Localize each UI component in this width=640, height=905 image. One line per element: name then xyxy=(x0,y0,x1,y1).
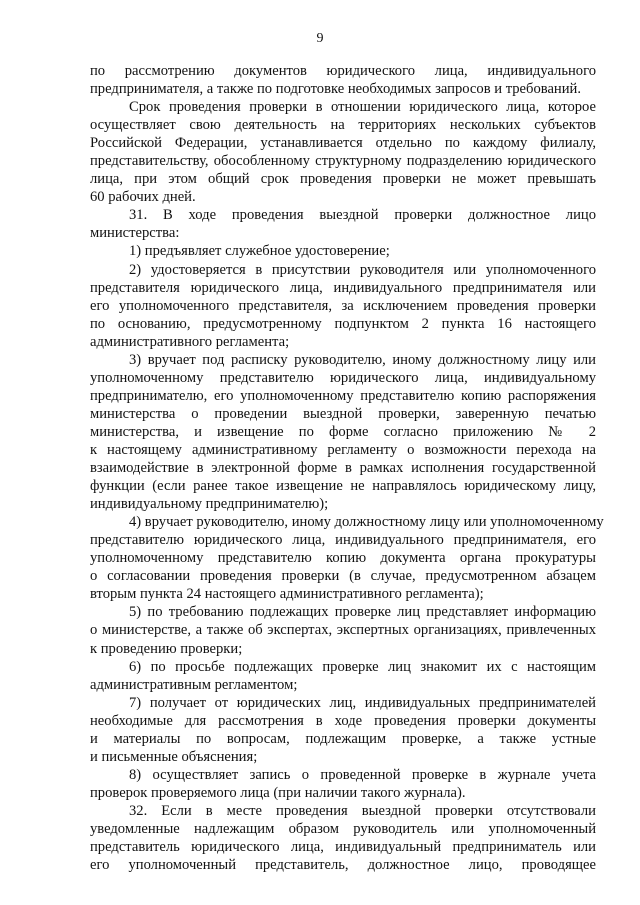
text-line: представителю юридического лица, индивидуального предпринимателя, его xyxy=(90,532,596,549)
page-number: 9 xyxy=(316,31,324,46)
text-line: Российской Федерации, устанавливается отдельно по каждому филиалу, xyxy=(90,135,596,152)
text-line: административного регламента; xyxy=(90,333,290,350)
text-line: лица, при этом общий срок проведения проверки не может превышать xyxy=(90,171,596,188)
text-line: уполномоченному представителю юридического лица, индивидуальному xyxy=(90,369,596,386)
text-line: предпринимателю, его уполномоченному представителю копию распоряжения xyxy=(90,387,596,404)
text-line: министерства, и извещение по форме согласно приложению № 2 xyxy=(90,423,596,440)
text-line: 32. Если в месте проведения выездной проверки отсутствовали xyxy=(129,802,596,819)
text-line: функции (если ранее такое извещение не направлялось юридическому лицу, xyxy=(90,478,596,495)
text-line: по основанию, предусмотренному подпунктом 2 пункта 16 настоящего xyxy=(90,315,596,332)
text-line: к настоящему административному регламенту о возможности перехода на xyxy=(90,441,596,458)
text-line: уведомленные надлежащим образом руководитель или уполномоченный xyxy=(90,820,596,837)
text-line: предпринимателя, а также по подготовке необходимых запросов и требований. xyxy=(90,81,582,98)
text-line: представитель юридического лица, индивидуальный предприниматель или xyxy=(90,839,596,856)
text-line: 7) получает от юридических лиц, индивидуальных предпринимателей xyxy=(129,694,596,711)
text-line: и письменные объяснения; xyxy=(90,748,258,765)
text-line: Срок проведения проверки в отношении юридического лица, которое xyxy=(129,99,596,116)
text-line: 6) по просьбе подлежащих проверке лиц знакомит их с настоящим xyxy=(129,658,596,675)
text-line: уполномоченному представителю копию документа органа прокуратуры xyxy=(90,550,596,567)
text-line: проверок проверяемого лица (при наличии такого журнала). xyxy=(90,784,466,801)
text-line: административным регламентом; xyxy=(90,676,298,693)
text-line: его уполномоченного представителя, за исключением проведения проверки xyxy=(90,297,596,314)
text-line: вторым пункта 24 настоящего административного регламента); xyxy=(90,586,484,603)
text-line: 2) удостоверяется в присутствии руководителя или уполномоченного xyxy=(129,261,596,278)
text-line: его уполномоченный представитель, должностное лицо, проводящее xyxy=(90,857,596,874)
text-line: 4) вручает руководителю, иному должностному лицу или уполномоченному xyxy=(129,514,604,531)
text-line: 8) осуществляет запись о проведенной проверке в журнале учета xyxy=(129,766,596,783)
text-line: министерства: xyxy=(90,225,180,242)
text-line: представительству, обособленному структурному подразделению юридического xyxy=(90,153,596,170)
text-line: по рассмотрению документов юридического лица, индивидуального xyxy=(90,63,596,79)
text-line: 31. В ходе проведения выездной проверки должностное лицо xyxy=(129,207,596,224)
text-line: о согласовании проведения проверки (в случае, предусмотренном абзацем xyxy=(90,568,596,585)
text-line: 5) по требованию подлежащих проверке лиц представляет информацию xyxy=(129,604,596,621)
text-line: осуществляет свою деятельность на территориях нескольких субъектов xyxy=(90,117,596,134)
document-body xyxy=(90,62,604,874)
text-line: необходимые для рассмотрения в ходе проведения проверки документы xyxy=(90,712,596,729)
text-line: и материалы по вопросам, подлежащим проверке, а также устные xyxy=(90,730,596,747)
text-line: 1) предъявляет служебное удостоверение; xyxy=(129,243,390,260)
text-line: взаимодействие в электронной форме в рамках исполнения государственной xyxy=(90,460,596,477)
text-line: к проведению проверки; xyxy=(90,640,243,657)
text-line: 3) вручает под расписку руководителю, иному должностному лицу или xyxy=(129,351,596,368)
text-line: индивидуальному предпринимателю); xyxy=(90,496,329,513)
text-line: министерства о проведении выездной проверки, заверенную печатью xyxy=(90,405,596,422)
text-line: 60 рабочих дней. xyxy=(90,189,196,206)
text-line: представителя юридического лица, индивидуального предпринимателя или xyxy=(90,279,596,296)
text-line: о министерстве, а также об экспертах, экспертных организациях, привлеченных xyxy=(90,622,596,639)
